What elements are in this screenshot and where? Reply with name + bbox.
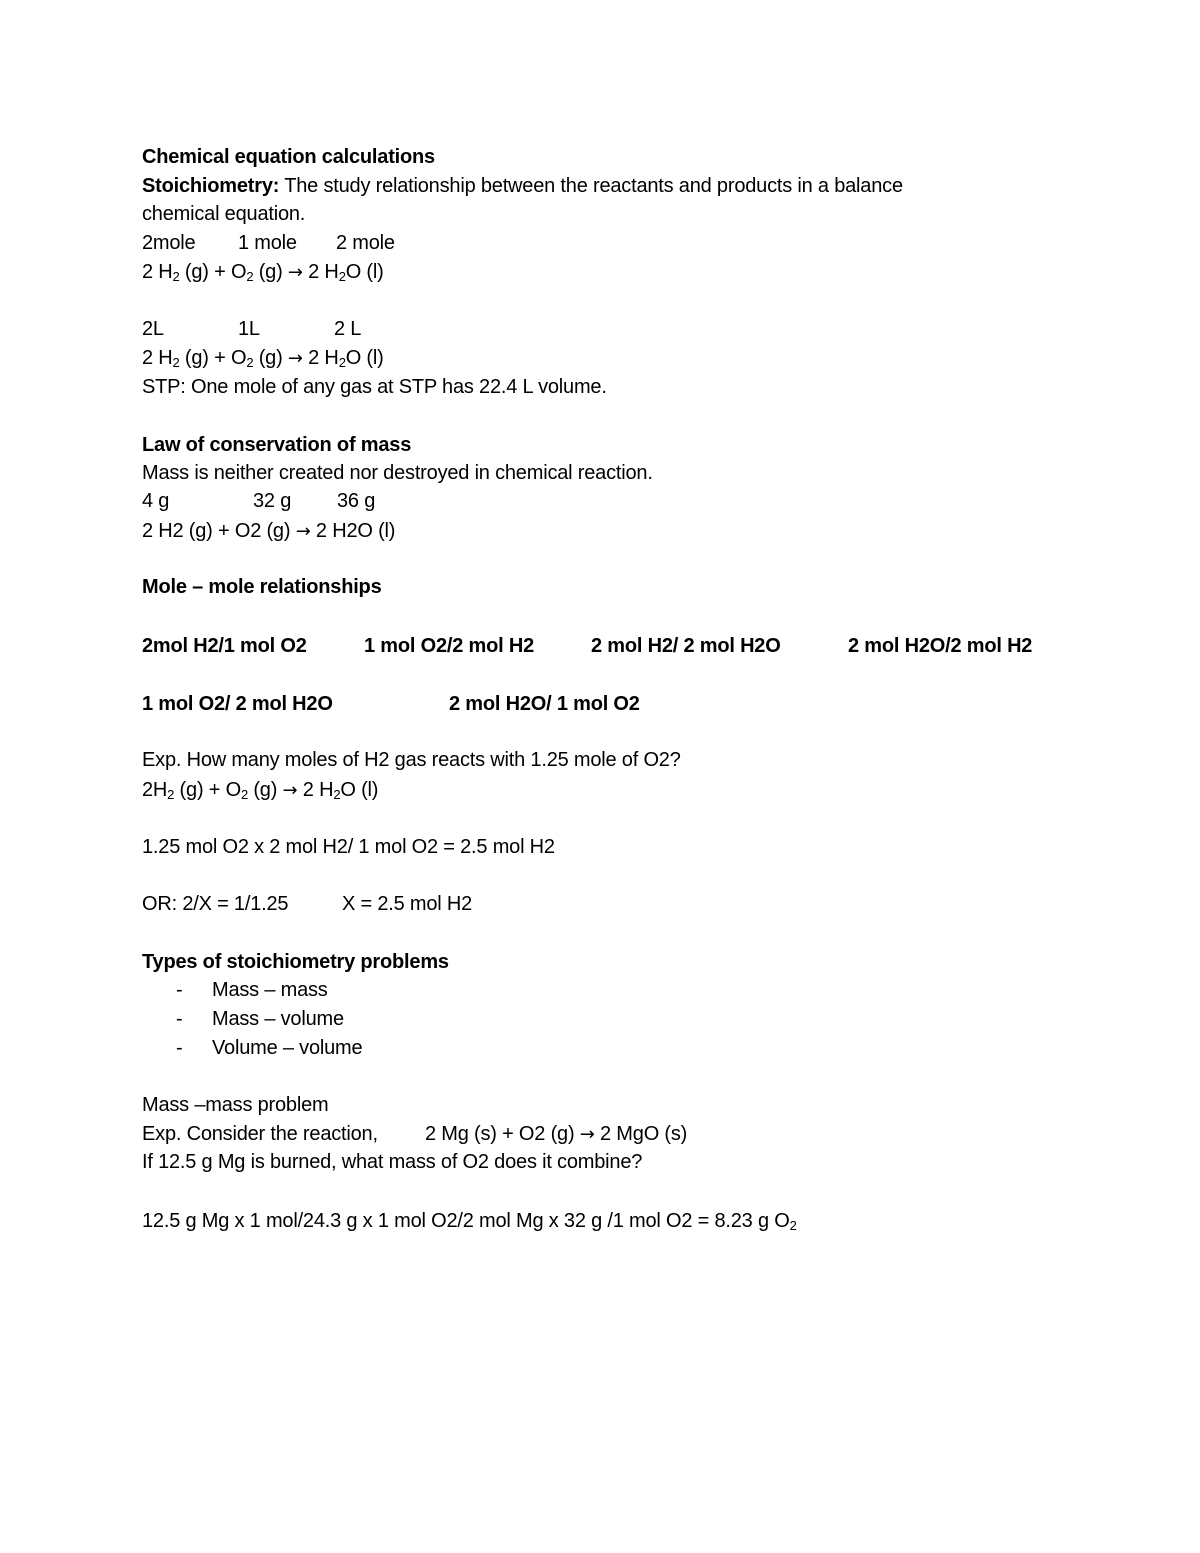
- eq-subscript: 2: [246, 269, 254, 284]
- alternative-result: X = 2.5 mol H2: [342, 893, 473, 915]
- eq-part: O (l): [345, 347, 384, 369]
- eq-part: (g) + O: [174, 779, 241, 801]
- volume-label: 2 L: [334, 318, 362, 340]
- reaction-arrow-icon: →: [295, 521, 311, 542]
- mole-label: 1 mole: [238, 232, 297, 254]
- example-prefix: Exp. Consider the reaction,: [142, 1123, 378, 1145]
- stoichiometry-term: Stoichiometry:: [142, 175, 280, 197]
- volume-label: 1L: [238, 318, 260, 340]
- reaction-arrow-icon: →: [287, 348, 303, 369]
- eq-part: 2 Mg (s) + O2 (g): [425, 1123, 580, 1145]
- eq-part: 2 MgO (s): [594, 1123, 688, 1145]
- stoichiometry-def-line1: The study relationship between the reactants and products in a balance: [284, 175, 903, 197]
- reaction-arrow-icon: →: [282, 780, 298, 801]
- mole-label: 2mole: [142, 232, 196, 254]
- eq-subscript: 2: [789, 1218, 797, 1233]
- eq-subscript: 2: [172, 269, 180, 284]
- eq-part: 2H: [142, 779, 168, 801]
- example1-equation: [142, 776, 378, 805]
- page-heading: Chemical equation calculations: [142, 146, 435, 168]
- stp-statement: STP: One mole of any gas at STP has 22.4 L volume.: [142, 376, 607, 398]
- eq-part: 2 H: [302, 261, 339, 283]
- bullet-dash: -: [176, 979, 183, 1001]
- mole-ratio: 2 mol H2O/2 mol H2: [848, 635, 1033, 657]
- eq-part: 2 H: [142, 347, 173, 369]
- eq-part: O (l): [345, 261, 384, 283]
- eq-part: 2 H: [302, 347, 339, 369]
- list-item-text: Mass – volume: [212, 1008, 344, 1030]
- eq-subscript: 2: [246, 355, 254, 370]
- stoichiometry-def-line2: chemical equation.: [142, 203, 306, 225]
- equation-volumes: [142, 344, 384, 373]
- eq-part: O (l): [340, 779, 379, 801]
- mass-label: 36 g: [337, 490, 376, 512]
- eq-part: 2 H: [297, 779, 334, 801]
- eq-subscript: 2: [240, 787, 248, 802]
- mass-mass-question: If 12.5 g Mg is burned, what mass of O2 does it combine?: [142, 1151, 643, 1173]
- stoichiometry-definition: [142, 172, 903, 200]
- alternative-ratio: OR: 2/X = 1/1.25: [142, 893, 289, 915]
- mole-ratio: 1 mol O2/2 mol H2: [364, 635, 534, 657]
- mass-label: 32 g: [253, 490, 292, 512]
- equation-mass: [142, 517, 395, 546]
- equation-moles: [142, 258, 384, 287]
- example1-calculation: 1.25 mol O2 x 2 mol H2/ 1 mol O2 = 2.5 mol H2: [142, 836, 555, 858]
- eq-part: (g): [253, 347, 288, 369]
- eq-subscript: 2: [167, 787, 175, 802]
- reaction-arrow-icon: →: [579, 1124, 595, 1145]
- list-item-text: Mass – mass: [212, 979, 328, 1001]
- mole-ratio: 2 mol H2/ 2 mol H2O: [591, 635, 781, 657]
- example1-question: Exp. How many moles of H2 gas reacts with 1.25 mole of O2?: [142, 749, 681, 771]
- mole-ratio: 2mol H2/1 mol O2: [142, 635, 307, 657]
- eq-part: (g): [253, 261, 288, 283]
- mole-ratio: 1 mol O2/ 2 mol H2O: [142, 693, 333, 715]
- mole-ratio: 2 mol H2O/ 1 mol O2: [449, 693, 640, 715]
- eq-part: (g): [247, 779, 283, 801]
- eq-part: 2 H2O (l): [310, 520, 396, 542]
- conservation-text: Mass is neither created nor destroyed in chemical reaction.: [142, 462, 653, 484]
- bullet-dash: -: [176, 1008, 183, 1030]
- conservation-heading: Law of conservation of mass: [142, 434, 412, 456]
- mole-mole-heading: Mole – mole relationships: [142, 576, 382, 598]
- types-heading: Types of stoichiometry problems: [142, 951, 449, 973]
- volume-label: 2L: [142, 318, 164, 340]
- mass-mass-heading: Mass –mass problem: [142, 1094, 329, 1116]
- mole-label: 2 mole: [336, 232, 395, 254]
- mass-mass-calculation: [142, 1207, 797, 1235]
- eq-part: 2 H: [142, 261, 173, 283]
- eq-subscript: 2: [338, 355, 346, 370]
- eq-subscript: 2: [333, 787, 341, 802]
- eq-part: 2 H2 (g) + O2 (g): [142, 520, 296, 542]
- eq-subscript: 2: [338, 269, 346, 284]
- mass-label: 4 g: [142, 490, 170, 512]
- calc-text: 12.5 g Mg x 1 mol/24.3 g x 1 mol O2/2 mol Mg x 32 g /1 mol O2 = 8.23 g O: [142, 1210, 790, 1232]
- bullet-dash: -: [176, 1037, 183, 1059]
- list-item-text: Volume – volume: [212, 1037, 363, 1059]
- example-equation: [425, 1120, 687, 1149]
- reaction-arrow-icon: →: [287, 262, 303, 283]
- eq-part: (g) + O: [179, 261, 247, 283]
- eq-part: (g) + O: [179, 347, 247, 369]
- eq-subscript: 2: [172, 355, 180, 370]
